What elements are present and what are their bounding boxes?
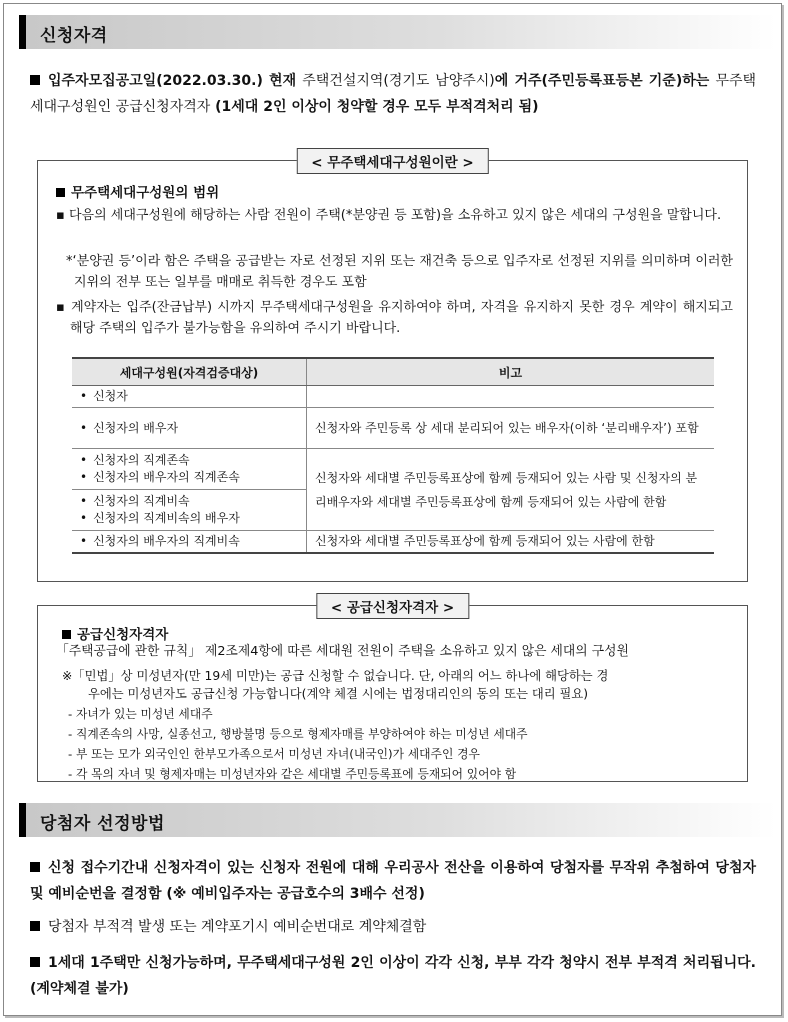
square-bullet-icon: [30, 921, 40, 931]
list-item: - 직계존속의 사망, 실종선고, 행방불명 등으로 형제자매를 부양하여야 하는 미성년 세대주: [68, 727, 528, 741]
selection-paragraph-3: 1세대 1주택만 신청가능하며, 무주택세대구성원 2인 이상이 각각 신청, 부부 각각 청약시 전부 부적격 처리됩니다.(계약체결 불가): [30, 955, 756, 997]
table-row: • 신청자의 직계존속 • 신청자의 배우자의 직계존속 신청자와 세대별 주민등록표상에 함께 등재되어 있는 사람 및 신청자의 분리배우자와 세대별 주민등록표상에 함께 등재되어 있는 사람에 한함: [72, 449, 714, 490]
presale-note: *‘분양권 등’이라 함은 주택을 공급받는 자로 선정된 지위 또는 재건축 등으로 입주자로 선정된 지위를 의미하며 이러한 지위의 전부 또는 일부를 매매로 취득한 경우도 포함: [66, 254, 733, 290]
list-item: - 각 목의 자녀 및 형제자매는 미성년자와 같은 세대별 주민등록표에 등재되어 있어야 함: [68, 767, 517, 781]
section-title: 신청자격: [40, 26, 108, 46]
household-member-table: [72, 357, 714, 554]
list-item: - 부 또는 모가 외국인인 한부모가족으로서 미성년 자녀(내국인)가 세대주인 경우: [68, 747, 480, 761]
column-header: 세대구성원(자격검증대상): [72, 358, 307, 386]
intro-text-4: 무주택세대구성원인 공급신청자격자: [30, 73, 757, 115]
square-bullet-icon: [30, 862, 40, 872]
subsection-heading: 공급신청자격자: [62, 623, 168, 643]
eligibility-rule: 「주택공급에 관한 규칙」 제2조제4항에 따른 세대원 전원이 주택을 소유하고 있지 않은 세대의 구성원: [56, 644, 629, 659]
intro-text-3: 에 거주(주민등록표등본 기준)하는: [494, 73, 716, 89]
intro-text-5: (1세대 2인 이상이 청약할 경우 모두 부적격처리 됨): [210, 99, 539, 115]
square-bullet-icon: [30, 75, 40, 85]
square-bullet-icon: [30, 957, 40, 967]
intro-text-2: 주택건설지역(경기도 남양주시): [302, 73, 495, 89]
list-item: - 자녀가 있는 미성년 세대주: [68, 707, 213, 721]
table-header-row: [72, 358, 714, 386]
square-bullet-icon: [62, 630, 71, 639]
definition-paragraph: ▪ 다음의 세대구성원에 해당하는 사람 전원이 주택(*분양권 등 포함)을 소유하고 있지 않은 세대의 구성원을 말합니다.: [56, 208, 722, 223]
eligibility-intro: [30, 68, 756, 120]
table-row: • 신청자의 배우자 신청자와 주민등록 상 세대 분리되어 있는 배우자(이하 ‘분리배우자’) 포함: [72, 408, 714, 449]
minor-note-line2: 우에는 미성년자도 공급신청 가능합니다(계약 체결 시에는 법정대리인의 동의 또는 대리 필요): [88, 687, 589, 701]
subsection-heading: 무주택세대구성원의 범위: [56, 181, 219, 201]
box-title: < 무주택세대구성원이란 >: [296, 148, 488, 174]
intro-text-1: 입주자모집공고일(2022.03.30.) 현재: [48, 73, 303, 89]
column-header: 비고: [307, 358, 715, 386]
section-header-selection: [19, 803, 776, 837]
minor-note-line1: ※「민법」상 미성년자(만 19세 미만)는 공급 신청할 수 없습니다. 단, 아래의 어느 하나에 해당하는 경: [62, 669, 609, 683]
section-title: 당첨자 선정방법: [40, 814, 165, 834]
square-bullet-icon: [56, 188, 65, 197]
section-header-eligibility: [19, 15, 776, 49]
eligible-applicant-box: [37, 600, 748, 782]
table-row: • 신청자: [72, 386, 714, 408]
homeless-household-box: [37, 155, 748, 582]
selection-paragraph-1: 신청 접수기간내 신청자격이 있는 신청자 전원에 대해 우리공사 전산을 이용하여 당첨자를 무작위 추첨하여 당첨자 및 예비순번을 결정함 (※ 예비입주자는 공급호수의 3배수 선정): [30, 860, 756, 902]
selection-paragraph-2: 당첨자 부적격 발생 또는 계약포기시 예비순번대로 계약체결함: [30, 914, 756, 940]
table-row: • 신청자의 직계비속 • 신청자의 직계비속의 배우자: [72, 490, 714, 531]
box-title: < 공급신청자격자 >: [316, 593, 469, 619]
contract-warning: ▪ 계약자는 입주(잔금납부) 시까지 무주택세대구성원을 유지하여야 하며, 자격을 유지하지 못한 경우 계약이 해지되고 해당 주택의 입주가 불가능함을 유의하여 주시기 바랍니다.: [56, 300, 733, 336]
table-row: • 신청자의 배우자의 직계비속 신청자와 세대별 주민등록표상에 함께 등재되어 있는 사람에 한함: [72, 531, 714, 554]
